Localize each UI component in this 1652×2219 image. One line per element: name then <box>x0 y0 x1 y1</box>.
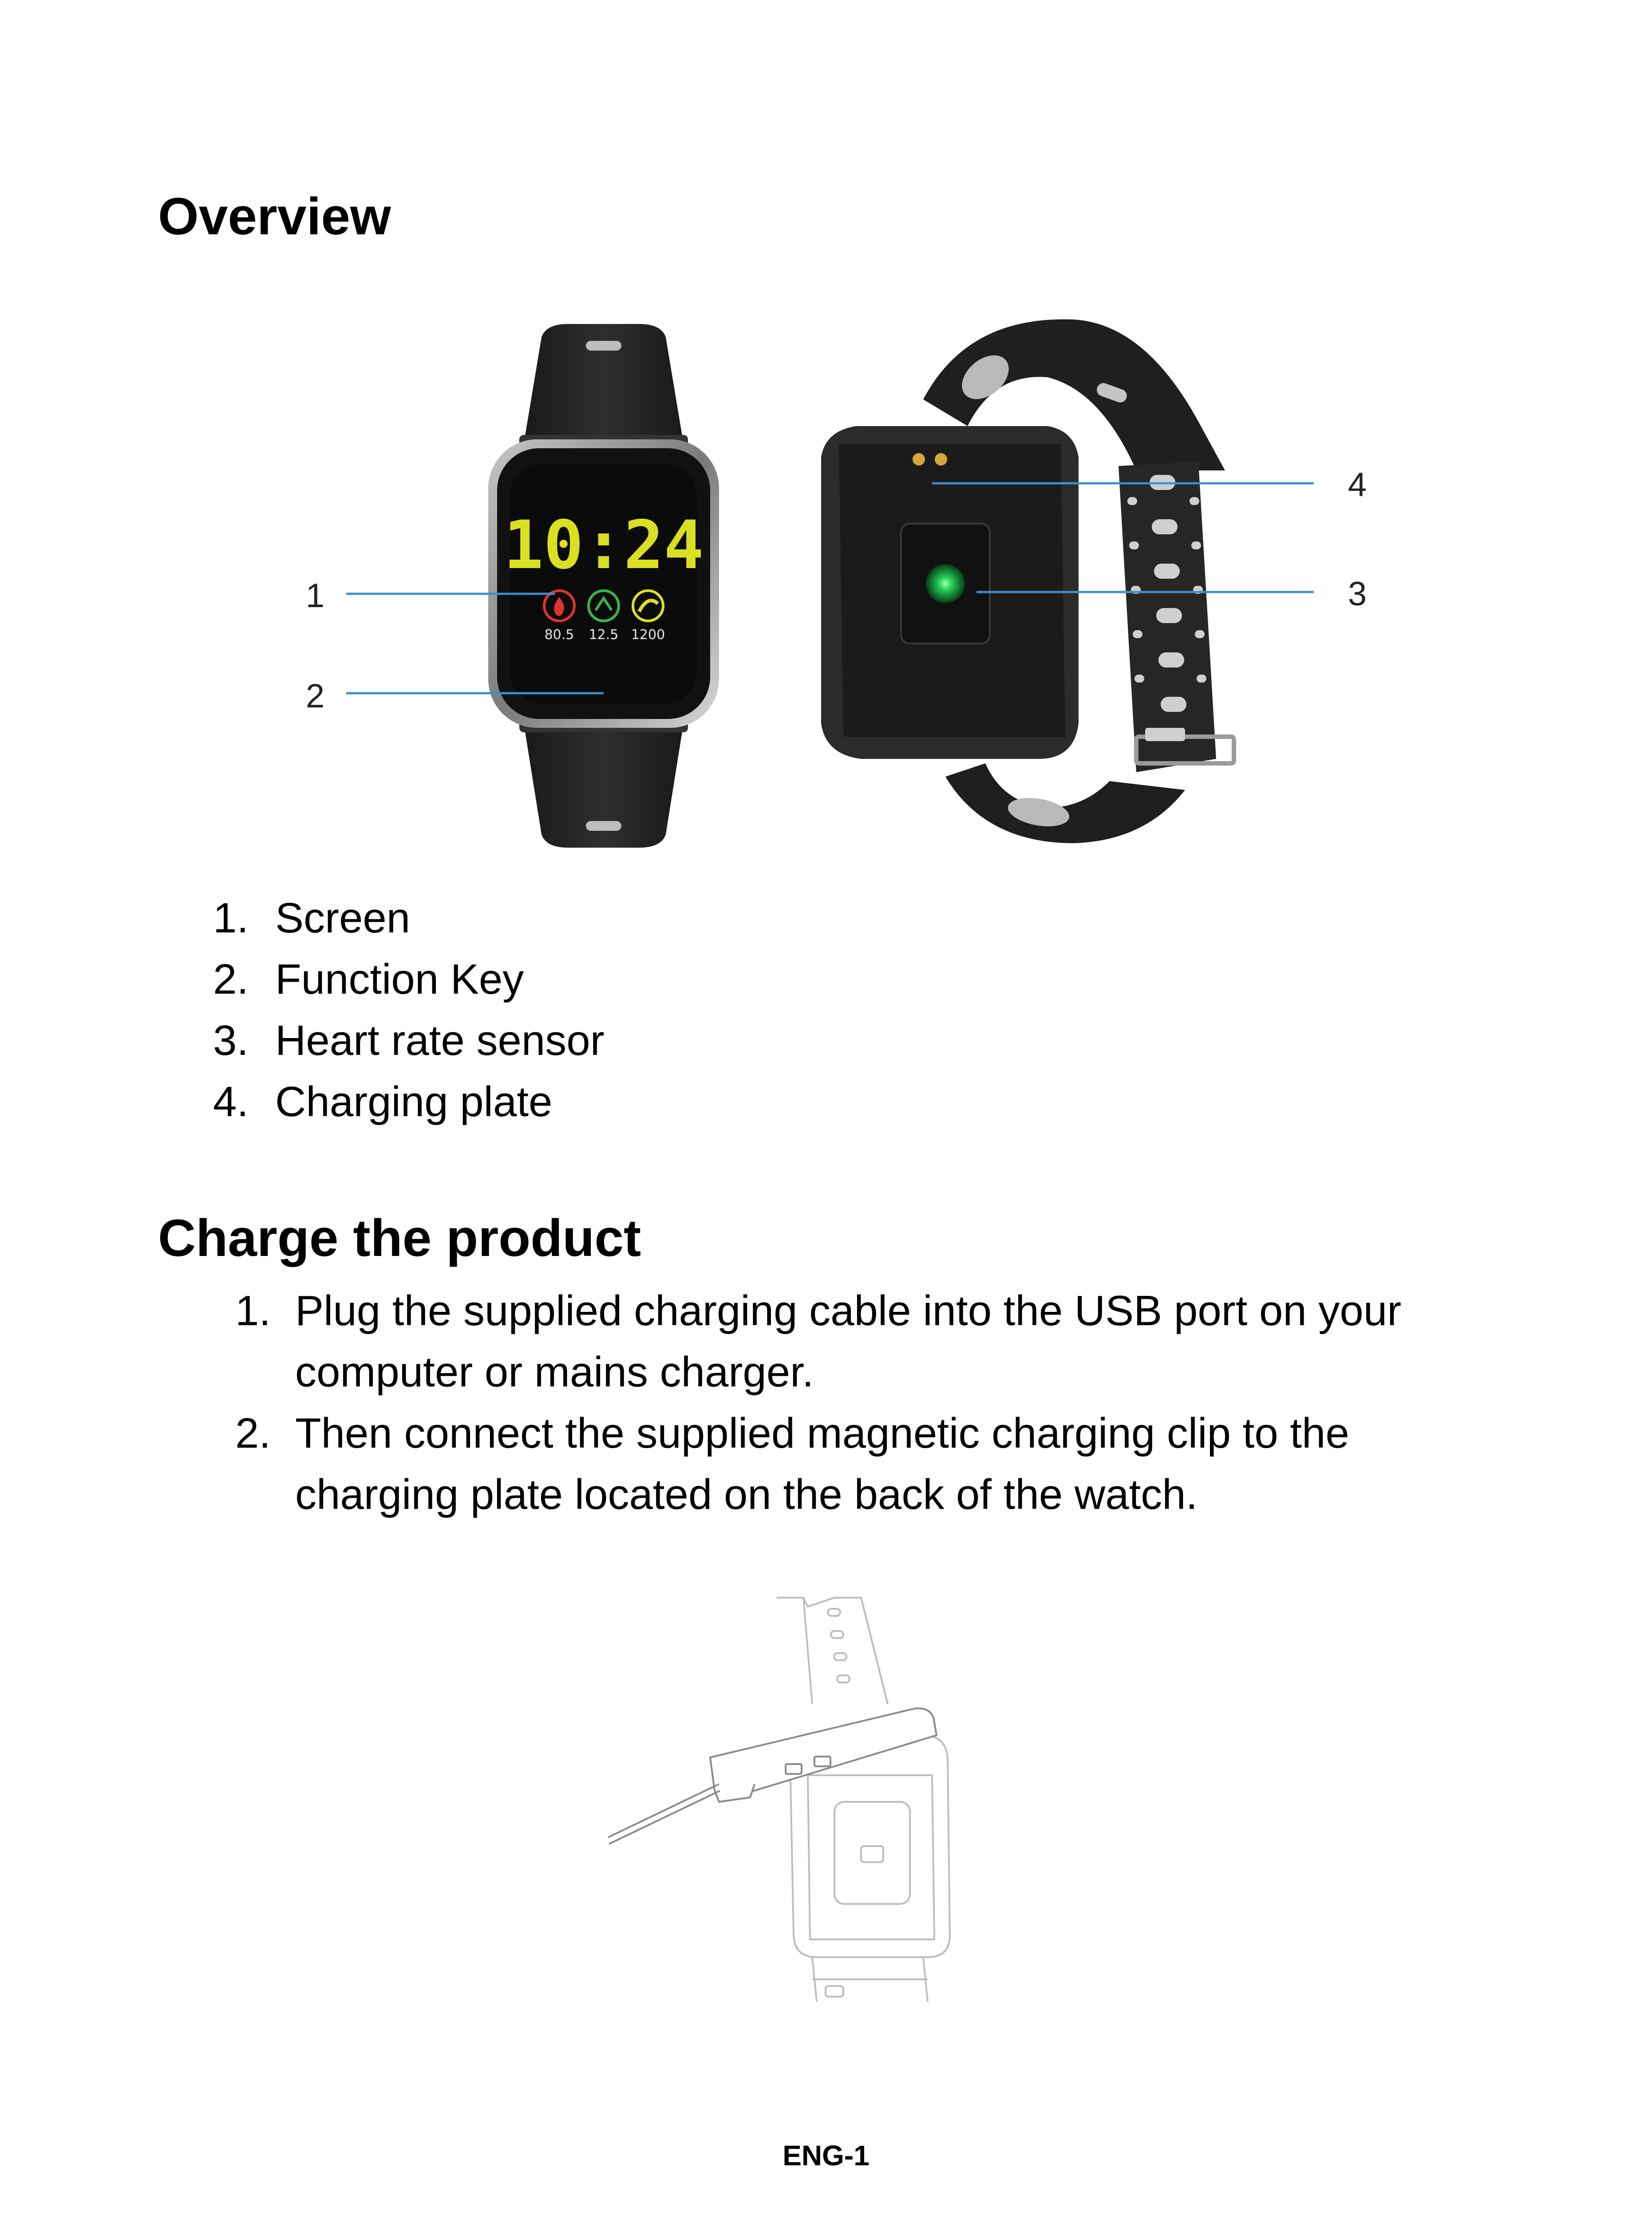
page-number: ENG-1 <box>783 2140 869 2172</box>
part-label: Screen <box>275 894 411 942</box>
calories-value: 80.5 <box>544 627 574 643</box>
parts-list <box>213 888 605 1133</box>
step-text: Plug the supplied charging cable into the USB port on your computer or mains charger. <box>295 1287 1402 1396</box>
charging-clip-illustration <box>604 1589 1047 2006</box>
list-item: 1. Plug the supplied charging cable into the USB port on your computer or mains charger. <box>235 1287 1402 1396</box>
list-item: 1. Screen <box>213 894 411 942</box>
list-item: 2. Then connect the supplied magnetic charging clip to the charging plate located on the back of the watch. <box>235 1410 1349 1518</box>
part-label: Charging plate <box>275 1078 553 1125</box>
charging-pin <box>935 453 947 466</box>
charging-steps <box>235 1280 1522 1525</box>
watch-back-illustration <box>799 311 1243 857</box>
section-title-charge: Charge the product <box>158 1209 641 1267</box>
steps-value: 1200 <box>631 627 665 643</box>
strap-hole <box>586 821 621 831</box>
list-item: 2. Function Key <box>213 956 524 1003</box>
distance-value: 12.5 <box>589 627 619 643</box>
step-text: Then connect the supplied magnetic charging clip to the charging plate located on the back of the watch. <box>295 1410 1349 1518</box>
watch-time: 10:24 <box>503 507 704 584</box>
part-label: Heart rate sensor <box>275 1017 605 1064</box>
charging-pin <box>913 453 925 466</box>
part-label: Function Key <box>275 956 524 1003</box>
callout-number-2: 2 <box>305 677 325 715</box>
callout-number-4: 4 <box>1348 466 1367 504</box>
watch-front-illustration <box>453 311 763 857</box>
callout-number-1: 1 <box>305 577 325 615</box>
callout-number-3: 3 <box>1348 575 1367 613</box>
list-item: 4. Charging plate <box>213 1078 553 1125</box>
list-item: 3. Heart rate sensor <box>213 1017 605 1064</box>
strap-hole <box>586 341 621 351</box>
section-title-overview: Overview <box>158 187 391 246</box>
heart-rate-sensor <box>926 564 965 603</box>
